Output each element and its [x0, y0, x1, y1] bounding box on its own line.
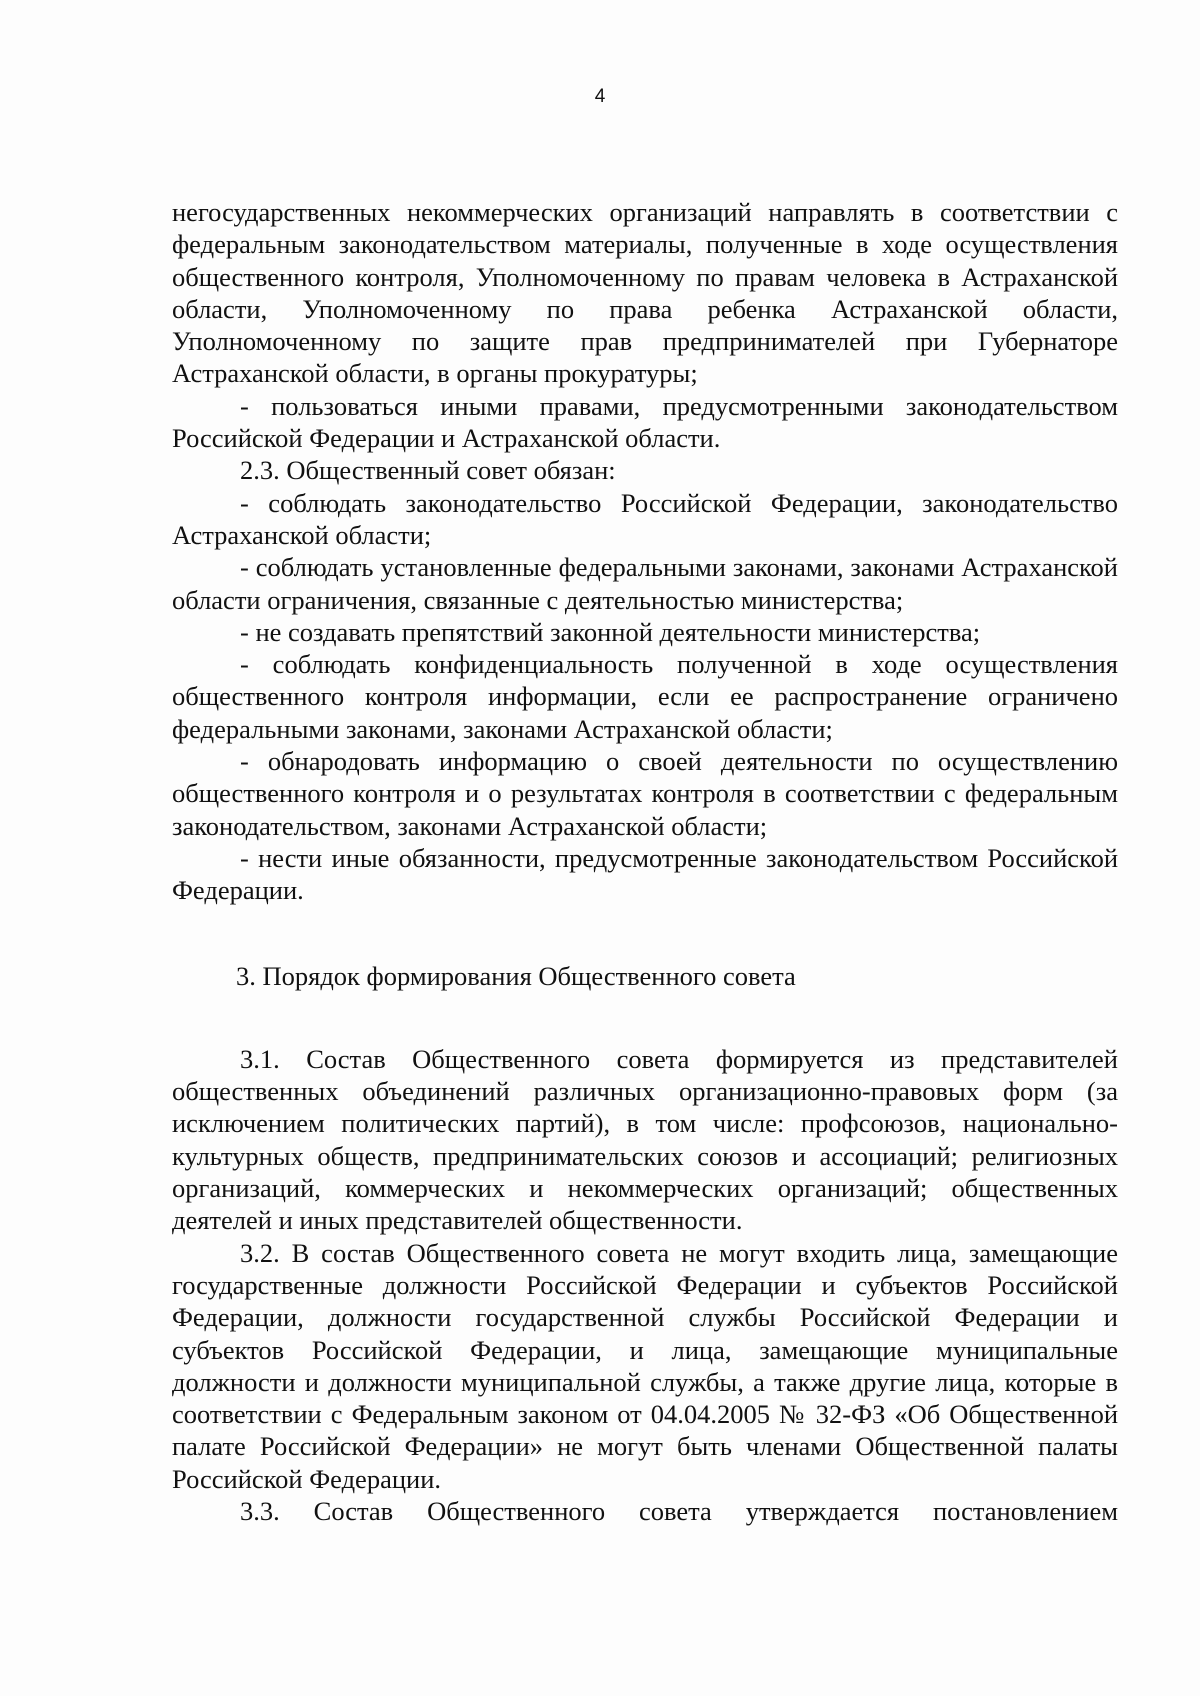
- paragraph: - не создавать препятствий законной деятельности министерства;: [240, 616, 981, 647]
- paragraph: 3.1. Состав Общественного совета формируется из представителей общественных объединений различных организационно-правовых форм (за исключением политических партий), в том числе: профсоюзов, национально-культурных обществ, предпринимательских союзов и ассоциаций; религиозных организаций, коммерческих и некоммерческих организаций; общественных деятелей и иных представителей общественности.: [172, 1043, 1118, 1236]
- paragraph: - соблюдать конфиденциальность полученной в ходе осуществления общественного контроля информации, если ее распространение ограничено федеральными законами, законами Астраханской области;: [172, 649, 1118, 744]
- paragraph: 2.3. Общественный совет обязан:: [240, 455, 616, 486]
- paragraph: - соблюдать законодательство Российской Федерации, законодательство Астраханской области;: [172, 487, 1118, 550]
- paragraph: 3.2. В состав Общественного совета не могут входить лица, замещающие государственные должности Российской Федерации и субъектов Российской Федерации, должности государственной службы Российской Федерации и субъектов Российской Федерации, и лица, замещающие муниципальные должности и должности муниципальной службы, а также другие лица, которые в соответствии с Федеральным законом от 04.04.2005 № 32-ФЗ «Об Общественной палате Российской Федерации» не могут быть членами Общественной палаты Российской Федерации.: [172, 1237, 1118, 1494]
- paragraph: - нести иные обязанности, предусмотренные законодательством Российской Федерации.: [172, 842, 1118, 906]
- page-number: 4: [594, 86, 606, 107]
- section-heading: 3. Порядок формирования Общественного совета: [236, 960, 796, 991]
- paragraph: 3.3. Состав Общественного совета утверждается постановлением: [240, 1495, 1118, 1526]
- paragraph: - обнародовать информацию о своей деятельности по осуществлению общественного контроля и о результатах контроля в соответствии с федеральным законодательством, законами Астраханской области;: [172, 746, 1118, 841]
- paragraph: негосударственных некоммерческих организаций направлять в соответствии с федеральным законодательством материалы, полученные в ходе осуществления общественного контроля, Уполномоченному по правам человека в Астраханской области, Уполномоченному по права ребенка Астраханской области, Уполномоченному по защите прав предпринимателей при Губернаторе Астраханской области, в органы прокуратуры;: [172, 197, 1118, 389]
- paragraph: - пользоваться иными правами, предусмотренными законодательством Российской Федерации и Астраханской области.: [172, 390, 1118, 454]
- paragraph: - соблюдать установленные федеральными законами, законами Астраханской области ограничения, связанные с деятельностью министерства;: [172, 552, 1118, 615]
- document-body: [172, 196, 1118, 1527]
